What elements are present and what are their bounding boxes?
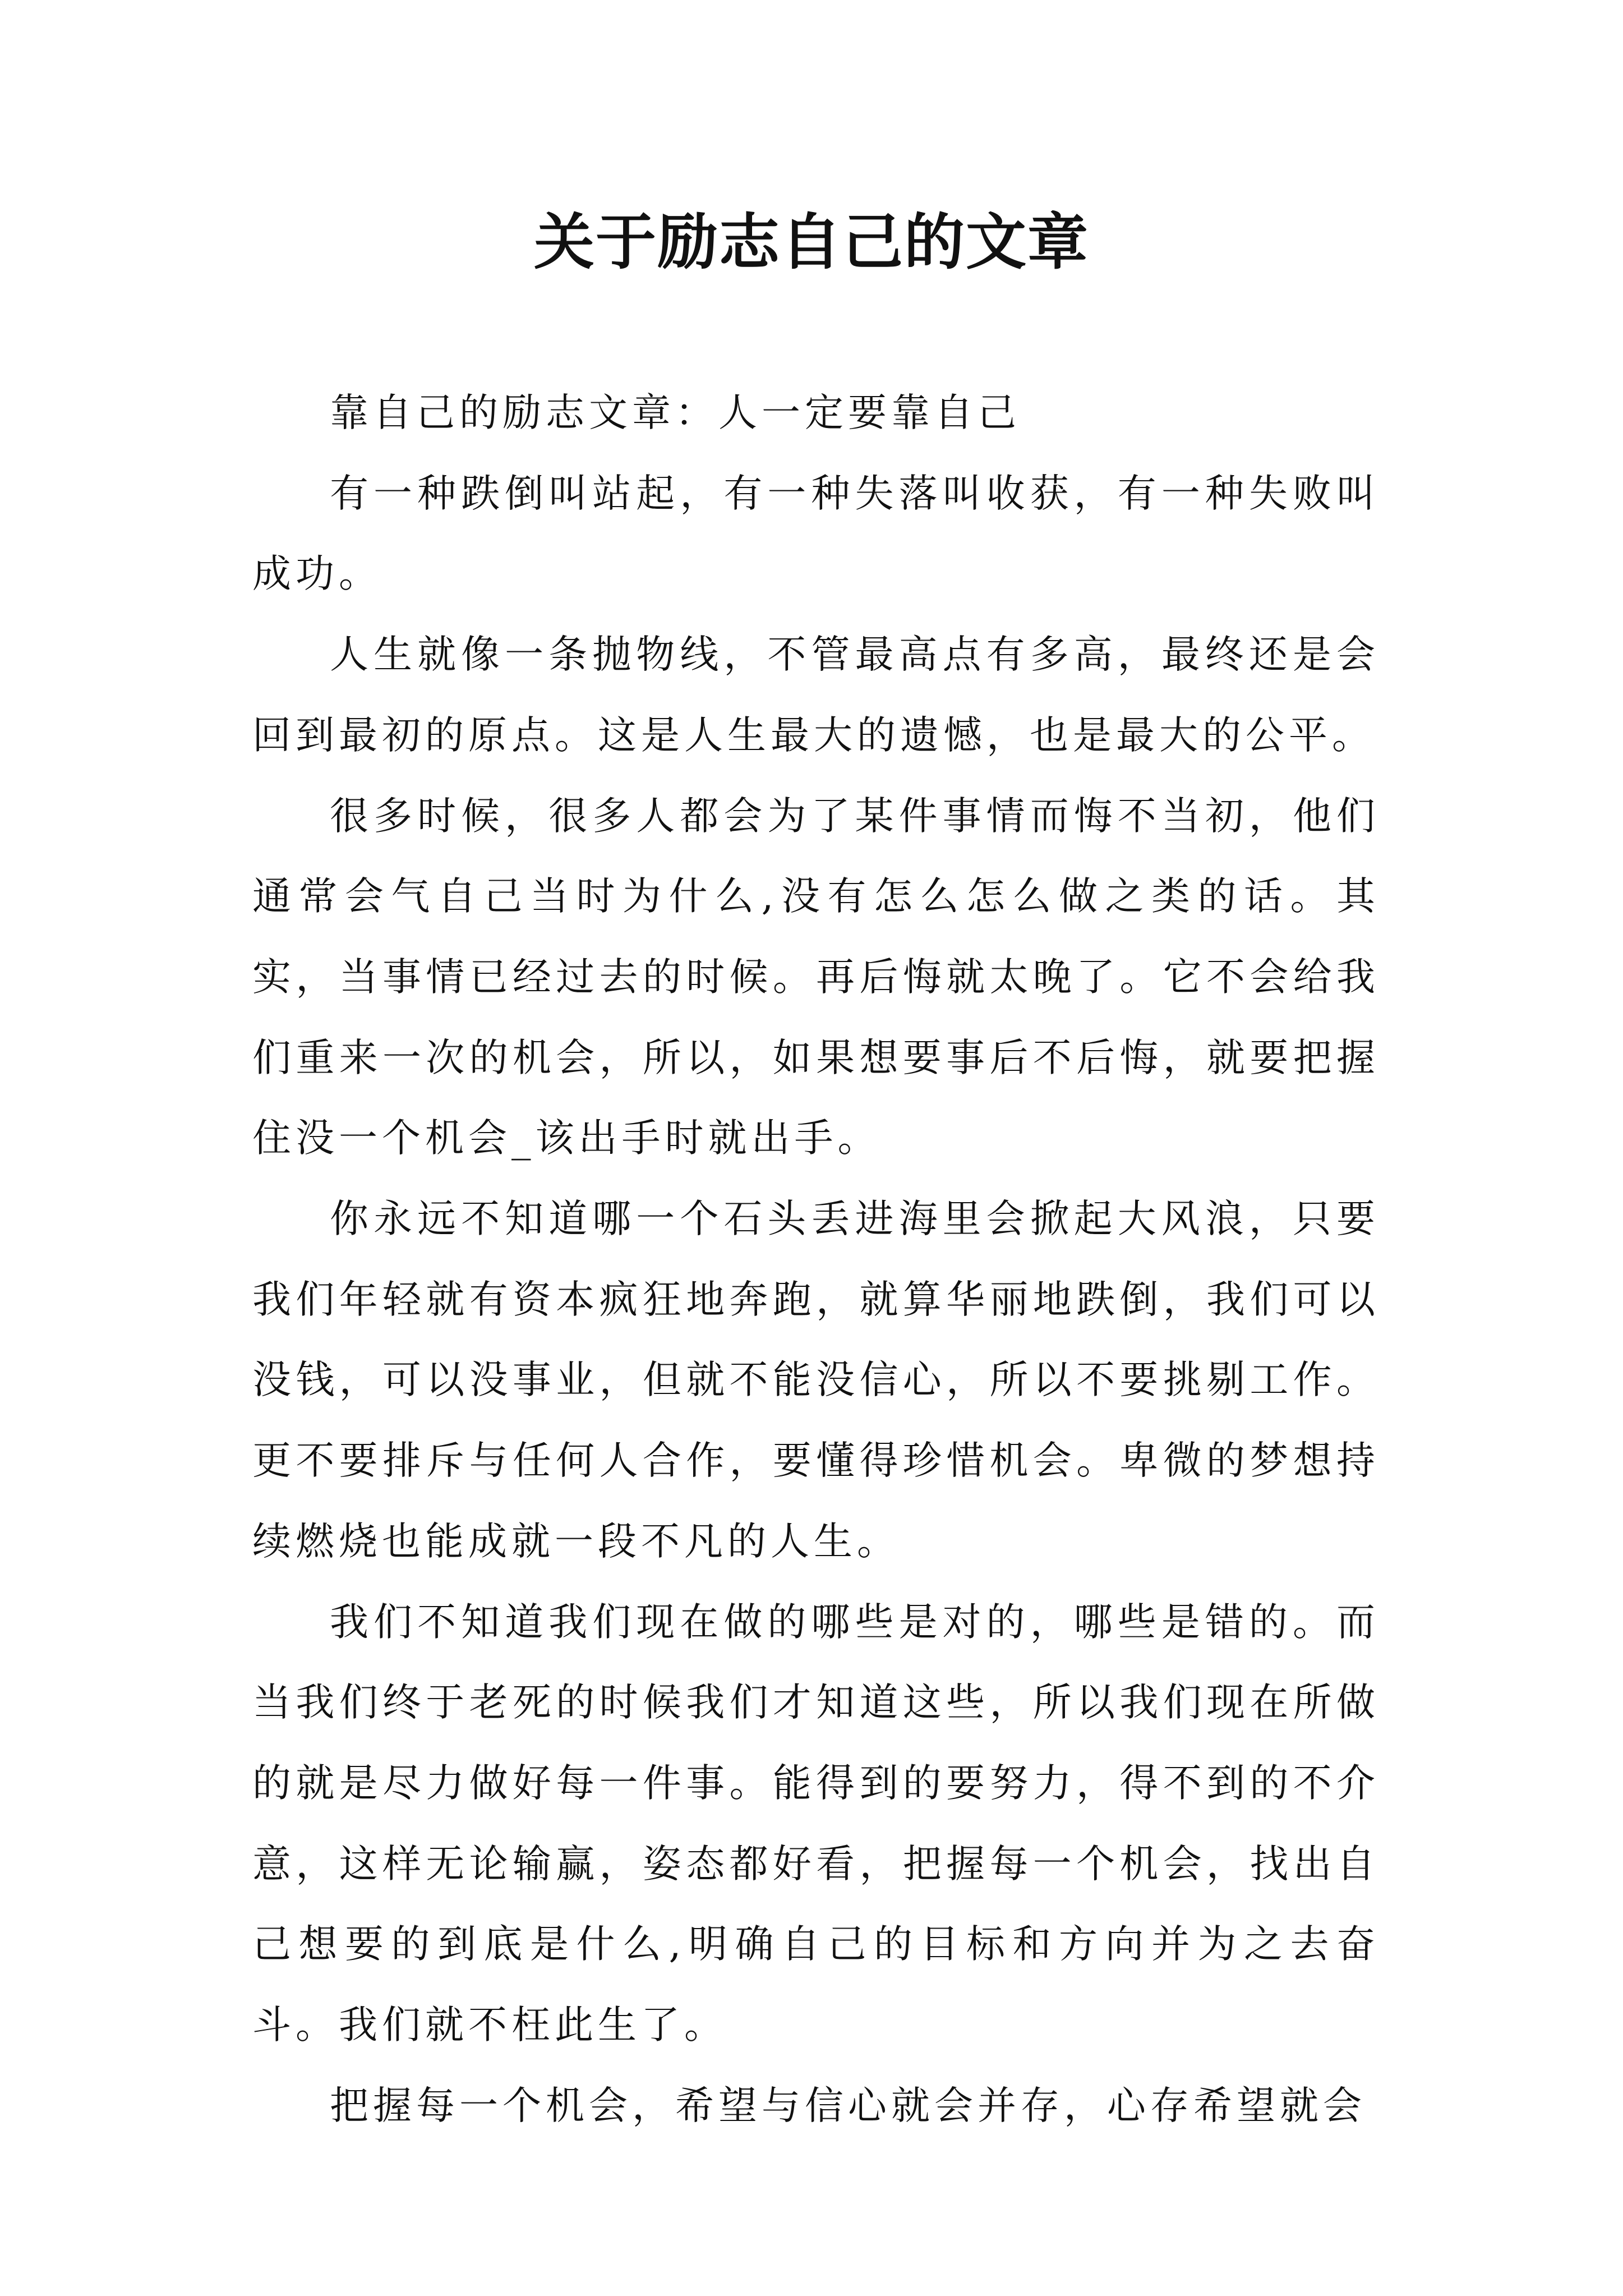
paragraph: 人生就像一条抛物线，不管最高点有多高，最终还是会回到最初的原点。这是人生最大的遗憾，也是最大的公平。 (252, 632, 1380, 758)
paragraph: 很多时候，很多人都会为了某件事情而悔不当初，他们通常会气自己当时为什么,没有怎么怎么做之类的话。其实，当事情已经过去的时候。再后悔就太晚了。它不会给我们重来一次的机会，所以，如果想要事后不后悔，就要把握住没一个机会_该出手时就出手。 (252, 793, 1380, 1161)
paragraph: 有一种跌倒叫站起，有一种失落叫收获，有一种失败叫成功。 (252, 471, 1380, 597)
paragraph: 我们不知道我们现在做的哪些是对的，哪些是错的。而当我们终于老死的时候我们才知道这些，所以我们现在所做的就是尽力做好每一件事。能得到的要努力，得不到的不介意，这样无论输赢，姿态都好看，把握每一个机会，找出自己想要的到底是什么,明确自己的目标和方向并为之去奋斗。我们就不枉此生了。 (252, 1599, 1380, 2048)
document-title: 关于励志自己的文章 (533, 207, 1089, 278)
paragraph: 你永远不知道哪一个石头丢进海里会掀起大风浪，只要我们年轻就有资本疯狂地奔跑，就算华丽地跌倒，我们可以没钱，可以没事业，但就不能没信心，所以不要挑剔工作。更不要排斥与任何人合作，要懂得珍惜机会。卑微的梦想持续燃烧也能成就一段不凡的人生。 (252, 1197, 1380, 1564)
paragraph-subtitle: 靠自己的励志文章：人一定要靠自己 (330, 390, 1021, 435)
document-body (252, 373, 1380, 2146)
paragraph: 把握每一个机会，希望与信心就会并存，心存希望就会 (330, 2083, 1366, 2128)
